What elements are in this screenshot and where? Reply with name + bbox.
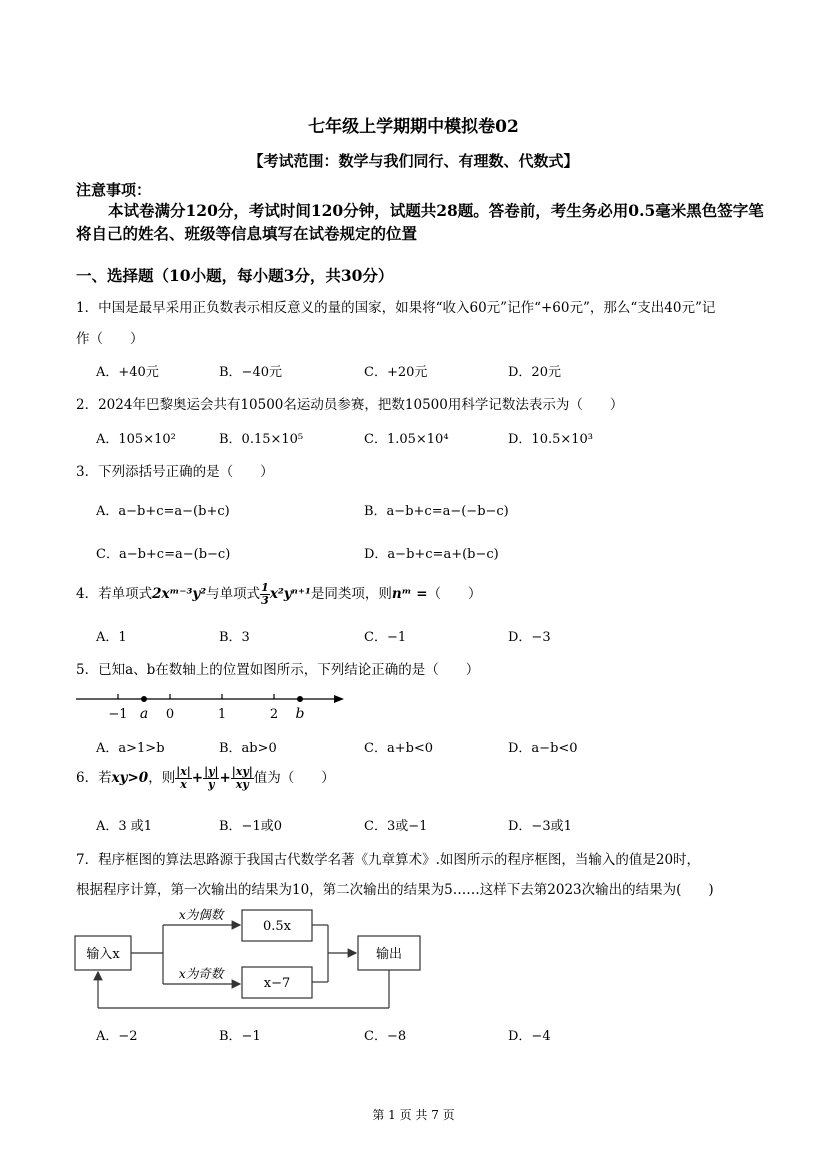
question-6-frac-1-den: x bbox=[180, 778, 187, 791]
question-4-option-a: A．1 bbox=[96, 630, 127, 645]
question-4-stem-end: （ ） bbox=[427, 586, 482, 602]
question-2-option-b: B．0.15×10⁵ bbox=[219, 432, 304, 447]
number-line-tick-label: 1 bbox=[217, 707, 227, 722]
question-6-condition: xy>0 bbox=[111, 770, 149, 786]
question-7-option-c: C．−8 bbox=[364, 1029, 407, 1044]
question-1-option-c: C．+20元 bbox=[364, 365, 428, 380]
exam-scope: 【考试范围：数学与我们同行、有理数、代数式】 bbox=[248, 152, 579, 170]
flowchart-diagram bbox=[70, 900, 430, 1016]
section-heading: 一、选择题（10小题，每小题3分，共30分） bbox=[76, 266, 394, 285]
question-6-frac-3 bbox=[231, 766, 254, 791]
question-4-option-d: D．−3 bbox=[508, 630, 551, 645]
question-5-option-b: B．ab>0 bbox=[219, 741, 277, 756]
flow-input-label: 输入x bbox=[86, 947, 120, 962]
question-2-option-c: C．1.05×10⁴ bbox=[364, 432, 449, 447]
question-4-frac-num: 1 bbox=[261, 581, 269, 594]
question-4-stem-post: 是同类项，则 bbox=[310, 586, 392, 602]
question-4-option-c: C．−1 bbox=[364, 630, 407, 645]
question-6-frac-2 bbox=[203, 766, 219, 791]
question-7-option-d: D．−4 bbox=[508, 1029, 551, 1044]
question-4-term1: 2xᵐ⁻³y² bbox=[152, 586, 207, 602]
question-3-option-d: D．a−b+c=a+(b−c) bbox=[364, 547, 499, 562]
question-6-option-b: B．−1或0 bbox=[219, 819, 282, 834]
flow-output-label: 输出 bbox=[375, 947, 403, 962]
question-6-option-c: C．3或−1 bbox=[364, 819, 428, 834]
question-6-frac-3-num: |xy| bbox=[231, 765, 253, 778]
question-4-stem-pre: 4．若单项式 bbox=[76, 586, 153, 602]
question-6-frac-2-num: |y| bbox=[204, 765, 219, 778]
question-6-frac-3-den: xy bbox=[235, 778, 249, 791]
flow-even-condition: x为偶数 bbox=[178, 907, 224, 922]
page-title: 七年级上学期期中模拟卷02 bbox=[308, 117, 519, 137]
question-6-stem-pre: 6．若 bbox=[76, 770, 112, 786]
page-footer: 第 1 页 共 7 页 bbox=[372, 1108, 455, 1122]
question-6-stem-mid: ，则 bbox=[148, 770, 176, 786]
question-4-option-b: B．3 bbox=[219, 630, 250, 645]
question-6-option-d: D．−3或1 bbox=[508, 819, 572, 834]
question-5-option-c: C．a+b<0 bbox=[364, 741, 434, 756]
number-line-point-label: a bbox=[139, 706, 149, 722]
question-5-stem: 5．已知a、b在数轴上的位置如图所示，下列结论正确的是（ ） bbox=[76, 662, 480, 678]
question-6-frac-2-den: y bbox=[208, 778, 215, 791]
number-line-arrow bbox=[334, 695, 344, 703]
question-4-stem bbox=[76, 582, 482, 607]
question-2-option-a: A．105×10² bbox=[96, 432, 176, 447]
question-1-option-a: A．+40元 bbox=[96, 365, 159, 380]
question-6-frac-1 bbox=[175, 766, 192, 791]
question-1-option-d: D．20元 bbox=[508, 365, 561, 380]
question-2-option-d: D．10.5×10³ bbox=[508, 432, 594, 447]
question-3-option-b: B．a−b+c=a−(−b−c) bbox=[364, 504, 509, 519]
notice-heading: 注意事项： bbox=[76, 181, 152, 199]
number-line-tick-label: −1 bbox=[108, 707, 128, 722]
question-4-term3: nᵐ = bbox=[391, 586, 428, 602]
question-1-stem-line2: 作（ ） bbox=[76, 331, 144, 347]
plus-sign: + bbox=[191, 770, 204, 786]
question-3-option-a: A．a−b+c=a−(b+c) bbox=[96, 504, 230, 519]
question-6-stem bbox=[76, 766, 335, 791]
flow-even-op: 0.5x bbox=[262, 919, 292, 934]
notice-text: 本试卷满分120分，考试时间120分钟，试题共28题。答卷前，考生务必用0.5毫米黑色签字笔将自己的姓名、班级等信息填写在试卷规定的位置 bbox=[76, 201, 764, 243]
question-4-term2: x²yⁿ⁺¹ bbox=[269, 586, 311, 602]
question-6-frac-1-num: |x| bbox=[176, 765, 191, 778]
number-line-tick-label: 2 bbox=[269, 707, 279, 722]
number-line-point-b bbox=[297, 696, 303, 702]
question-1-stem-line1: 1．中国是最早采用正负数表示相反意义的量的国家，如果将“收入60元”记作“+60元”，那么“支出40元”记 bbox=[76, 300, 716, 316]
question-2-stem: 2．2024年巴黎奥运会共有10500名运动员参赛，把数10500用科学记数法表示为（ ） bbox=[76, 397, 624, 413]
question-5-option-a: A．a>1>b bbox=[96, 741, 165, 756]
question-4-stem-mid: 与单项式 bbox=[206, 586, 261, 602]
number-line-point-label: b bbox=[295, 706, 305, 722]
question-6-stem-post: 值为（ ） bbox=[253, 770, 335, 786]
question-7-stem-line2: 根据程序计算，第一次输出的结果为10，第二次输出的结果为5……这样下去第2023次输出的结果为( ) bbox=[76, 882, 714, 898]
question-4-fraction bbox=[260, 582, 270, 607]
plus-sign: + bbox=[219, 770, 231, 786]
question-7-option-b: B．−1 bbox=[219, 1029, 261, 1044]
flow-odd-op: x−7 bbox=[263, 976, 291, 991]
question-4-frac-den: 3 bbox=[261, 594, 269, 607]
question-6-option-a: A．3 或1 bbox=[96, 819, 153, 834]
question-7-stem-line1: 7．程序框图的算法思路源于我国古代数学名著《九章算术》.如图所示的程序框图，当输入的值是20时， bbox=[76, 852, 701, 868]
question-5-option-d: D．a−b<0 bbox=[508, 741, 578, 756]
question-3-option-c: C．a−b+c=a−(b−c) bbox=[96, 547, 231, 562]
question-3-stem: 3．下列添括号正确的是（ ） bbox=[76, 464, 274, 480]
number-line-tick-label: 0 bbox=[165, 707, 175, 722]
number-line-point-a bbox=[141, 696, 147, 702]
question-7-option-a: A．−2 bbox=[96, 1029, 138, 1044]
question-1-option-b: B．−40元 bbox=[219, 365, 282, 380]
number-line-diagram bbox=[70, 688, 360, 722]
flow-odd-condition: x为奇数 bbox=[178, 966, 224, 981]
